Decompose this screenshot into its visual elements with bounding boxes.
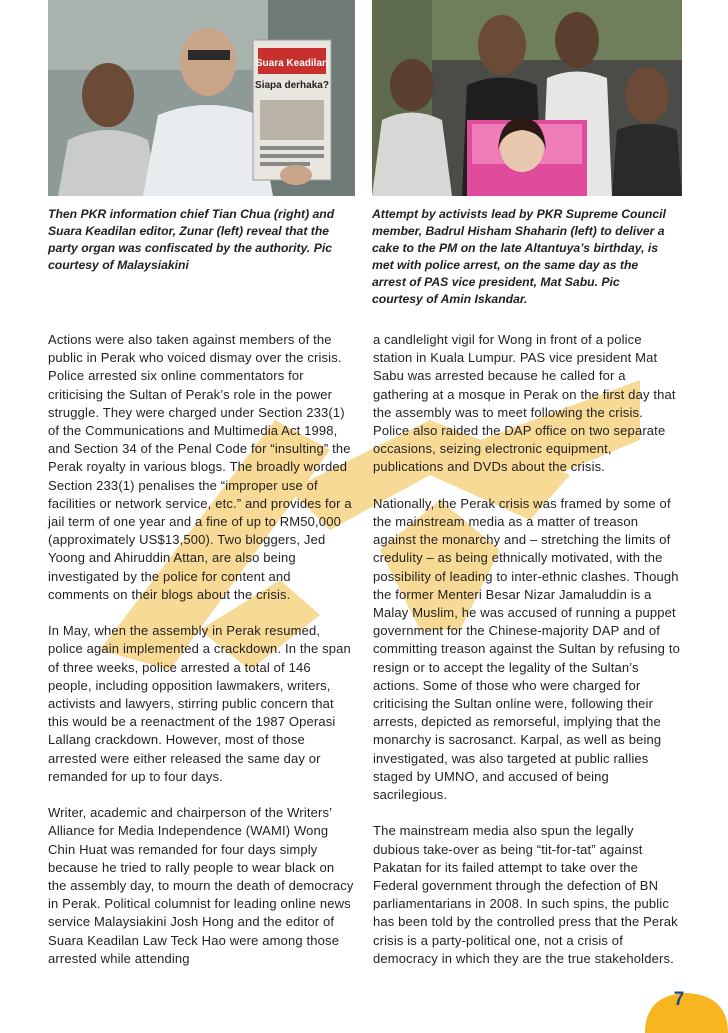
photo-cake-arrest bbox=[372, 0, 682, 196]
paragraph: Nationally, the Perak crisis was framed by some of the mainstream media as a matter of treason against the monarchy and – stretching the limits of credulity – as being ethnically motivated, with the possibility of leading to inter-ethnic clashes. Though the former Menteri Besar Nizar Jamaluddin is a Malay Muslim, he was accused of running a puppet government for the Chinese-majority DAP and of committing treason against the Sultan by refusing to resign or to accept the legality of the Sultan’s actions. Some of those who were charged for criticising the Sultan online were, following their arrests, depicted as remorseful, implying that the monarchy is sacrosanct. Karpal, as well as being investigated, was also targeted at public rallies staged by UMNO, and accused of being sacrilegious. bbox=[373, 495, 680, 803]
paragraph: a candlelight vigil for Wong in front of a police station in Kuala Lumpur. PAS vice president Mat Sabu was arrested because he called for a gathering at a mosque in Perak on the first day that the assembly was to meet following the crisis. Police also raided the DAP office on two separate occasions, seizing electronic equipment, publications and DVDs about the crisis. bbox=[373, 332, 676, 475]
photo-left-illustration bbox=[48, 0, 355, 196]
paragraph: The mainstream media also spun the legally dubious take-over as being “tit-for-tat” against Pakatan for its failed attempt to take over the Federal government through the defection of BN parliamentarians in 2008. In such spins, the public has been told by the controlled press that the Perak crisis is a party-political one, not a crisis of democracy in which they are the true stakeholders. bbox=[373, 823, 678, 966]
paragraph: Actions were also taken against members of the public in Perak who voiced dismay over the crisis. Police arrested six online commentators for criticising the Sultan of Perak’s role in the power struggle. They were charged under Section 233(1) of the Communications and Multimedia Act 1998, and Section 34 of the Penal Code for “insulting” the Perak royalty in various blogs. The broadly worded Section 233(1) penalises the “improper use of facilities or network service, etc.” and provides for a jail term of one year and a fine of up to RM50,000 (approximately US$13,500). Two bloggers, Jed Yoong and Ahiruddin Attan, are also being investigated by the police for content and comments on their blogs about the crisis. bbox=[48, 332, 352, 602]
article-column-right bbox=[373, 331, 681, 986]
photo-newspaper-reveal bbox=[48, 0, 355, 196]
photo-right-illustration bbox=[372, 0, 682, 196]
page-number: 7 bbox=[673, 989, 685, 1010]
paragraph: In May, when the assembly in Perak resumed, police again implemented a crackdown. In the span of three weeks, police arrested a total of 146 people, including opposition lawmakers, writers, activists and lawyers, stirring public concern that this would be a reenactment of the 1987 Operasi Lallang crackdown. However, most of those arrested were either released the same day or remanded for up to four days. bbox=[48, 623, 351, 784]
article-column-left bbox=[48, 331, 354, 986]
newspaper-banner: Siapa derhaka? bbox=[255, 80, 329, 91]
paragraph: Writer, academic and chairperson of the Writers’ Alliance for Media Independence (WAMI) Wong Chin Huat was remanded for four days simply because he tried to rally people to wear black on the assembly day, to mourn the death of democracy in Perak. Political columnist for leading online news service Malaysiakini Josh Hong and the editor of Suara Keadilan Law Teck Hao were among those arrested while attending bbox=[48, 805, 354, 966]
photo-caption-left: Then PKR information chief Tian Chua (right) and Suara Keadilan editor, Zunar (left) reveal that the party organ was confiscated by the authority. Pic courtesy of Malaysiakini bbox=[48, 207, 335, 272]
photo-caption-right: Attempt by activists lead by PKR Supreme Council member, Badrul Hisham Shaharin (left) to deliver a cake to the PM on the late Altantuya’s birthday, is met with police arrest, on the same day as the arrest of PAS vice president, Mat Sabu. Pic courtesy of Amin Iskandar. bbox=[372, 207, 666, 306]
newspaper-headline: Suara Keadilan bbox=[255, 58, 329, 69]
